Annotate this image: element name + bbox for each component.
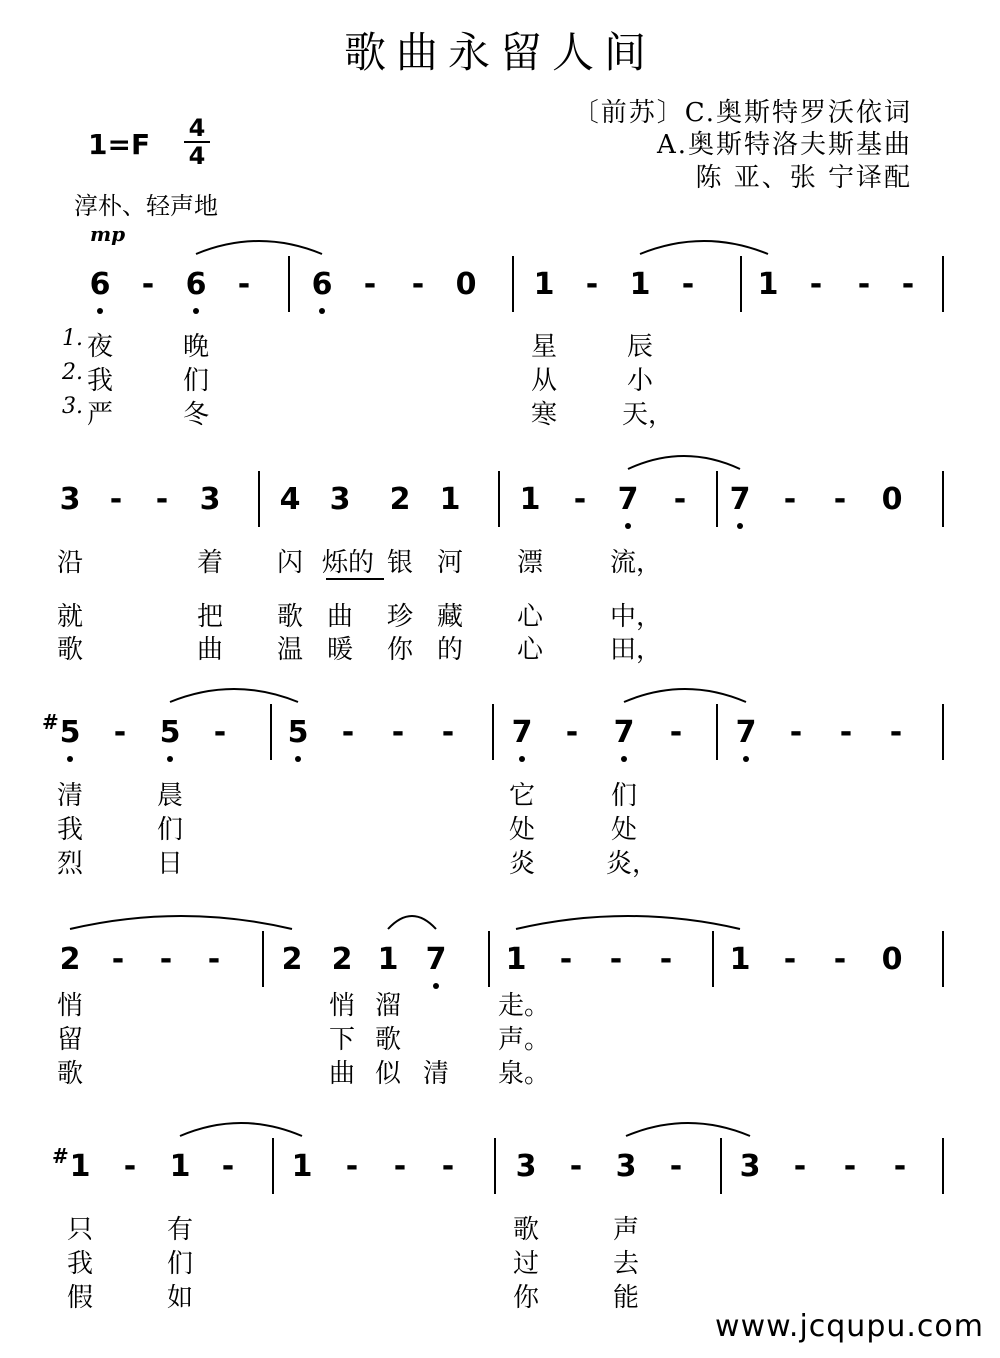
- lyric-syllable: 曲: [326, 602, 353, 632]
- tie-slur: [624, 689, 746, 702]
- lyric-syllable: 田，: [610, 635, 663, 665]
- song-title: 歌曲永留人间: [343, 28, 656, 77]
- lyric-syllable: 寒: [530, 400, 557, 430]
- note: 7: [425, 942, 447, 977]
- note: 0: [881, 942, 903, 977]
- lyric-syllable: 晚: [182, 332, 209, 362]
- note-dash: -: [889, 715, 903, 750]
- lyric-syllable: 沿: [56, 548, 83, 578]
- note-dash: -: [391, 715, 405, 750]
- lyric-syllable: 歌: [512, 1215, 539, 1245]
- time-signature-top: 4: [188, 114, 206, 142]
- note: 6: [185, 267, 207, 302]
- lyric-syllable: 们: [182, 366, 209, 396]
- tie-slur: [626, 1123, 750, 1136]
- note-dash: -: [159, 942, 173, 977]
- lyric-syllable: 把: [196, 602, 223, 632]
- note: 2: [389, 482, 411, 517]
- time-signature: [184, 116, 210, 168]
- note-dash: -: [565, 715, 579, 750]
- lyric-syllable: 流，: [610, 548, 663, 578]
- lyric-syllable: 们: [156, 815, 183, 845]
- note-dash: -: [363, 267, 377, 302]
- note: 5: [287, 715, 309, 750]
- slur-layer: [0, 483, 1000, 553]
- lyric-syllable: 漂: [516, 548, 543, 578]
- note-dash: -: [345, 1149, 359, 1184]
- note-dash: -: [155, 482, 169, 517]
- note-dash: -: [789, 715, 803, 750]
- note: 6: [89, 267, 111, 302]
- note-dash: -: [207, 942, 221, 977]
- note-dash: -: [783, 482, 797, 517]
- note-dash: -: [113, 715, 127, 750]
- tie-slur: [628, 456, 740, 469]
- sharp-accidental: #: [42, 710, 59, 734]
- note-dash: -: [585, 267, 599, 302]
- lyric-syllable: 们: [610, 781, 637, 811]
- lyric-syllable: 清: [56, 781, 83, 811]
- note: 5: [159, 715, 181, 750]
- watermark: www.jcqupu.com: [715, 1309, 984, 1344]
- note-dash: -: [573, 482, 587, 517]
- note-dash: -: [833, 482, 847, 517]
- lyric-syllable: 悄: [56, 991, 83, 1021]
- lyric-syllable: 你: [512, 1283, 539, 1313]
- note: 6: [311, 267, 333, 302]
- note: 7: [617, 482, 639, 517]
- melisma-underline: [326, 578, 384, 580]
- lyric-syllable: 冬: [182, 400, 209, 430]
- tie-slur: [70, 916, 292, 929]
- note-dash: -: [221, 1149, 235, 1184]
- notation-system-1: [0, 268, 1000, 338]
- lyric-syllable: 银: [386, 548, 413, 578]
- lyric-syllable: 我: [66, 1249, 93, 1279]
- lyric-syllable: 我: [86, 366, 113, 396]
- lyric-syllable: 的: [436, 635, 463, 665]
- lyric-syllable: 藏: [436, 602, 463, 632]
- note-dash: -: [237, 267, 251, 302]
- lyric-syllable: 去: [612, 1249, 639, 1279]
- note: 2: [59, 942, 81, 977]
- note-dash: -: [109, 482, 123, 517]
- note-dash: -: [111, 942, 125, 977]
- lyric-syllable: 歌: [56, 635, 83, 665]
- note-dash: -: [669, 1149, 683, 1184]
- lyric-syllable: 有: [166, 1215, 193, 1245]
- note: 7: [613, 715, 635, 750]
- note-dash: -: [673, 482, 687, 517]
- note: 1: [729, 942, 751, 977]
- note: 3: [515, 1149, 537, 1184]
- note: 7: [511, 715, 533, 750]
- notation-system-3: [0, 710, 1000, 786]
- note-dash: -: [783, 942, 797, 977]
- verse-number: 2.: [62, 360, 83, 385]
- note: 4: [279, 482, 301, 517]
- note-dash: -: [393, 1149, 407, 1184]
- lyric-syllable: 只: [66, 1215, 93, 1245]
- lyric-syllable: 闪: [276, 548, 303, 578]
- sharp-accidental: #: [52, 1144, 69, 1168]
- lyric-syllable: 声。: [498, 1025, 551, 1055]
- tie-slur: [516, 916, 740, 929]
- note-dash: -: [669, 715, 683, 750]
- lyric-syllable: 炎，: [606, 849, 659, 879]
- lyric-syllable: 严: [86, 400, 113, 430]
- lyric-syllable: 就: [56, 602, 83, 632]
- note-dash: -: [559, 942, 573, 977]
- slur-layer: [0, 716, 1000, 786]
- key-signature: 1=F: [88, 128, 151, 161]
- note: 2: [331, 942, 353, 977]
- lyric-syllable: 暖: [326, 635, 353, 665]
- note-dash: -: [833, 942, 847, 977]
- lyric-syllable: 曲: [196, 635, 223, 665]
- lyricist-credit: 〔前苏〕C.奥斯特罗沃依词: [572, 98, 912, 128]
- lyric-syllable: 留: [56, 1025, 83, 1055]
- note-dash: -: [659, 942, 673, 977]
- lyric-syllable: 心: [516, 602, 543, 632]
- note-dash: -: [857, 267, 871, 302]
- lyric-syllable: 们: [166, 1249, 193, 1279]
- note-dash: -: [681, 267, 695, 302]
- lyric-syllable: 曲: [328, 1059, 355, 1089]
- lyric-syllable: 天，: [622, 400, 675, 430]
- lyric-syllable: 溜: [374, 991, 401, 1021]
- note-dash: -: [843, 1149, 857, 1184]
- lyric-syllable: 辰: [626, 332, 653, 362]
- note: 1: [69, 1149, 91, 1184]
- lyric-syllable: 晨: [156, 781, 183, 811]
- note: 1: [439, 482, 461, 517]
- note: 3: [329, 482, 351, 517]
- lyric-syllable: 我: [56, 815, 83, 845]
- note: 1: [169, 1149, 191, 1184]
- lyric-syllable: 似: [374, 1059, 401, 1089]
- note-dash: -: [893, 1149, 907, 1184]
- tie-slur: [640, 241, 768, 254]
- lyric-syllable: 歌: [374, 1025, 401, 1055]
- lyric-syllable: 心: [516, 635, 543, 665]
- lyric-syllable: 温: [276, 635, 303, 665]
- notation-system-2: [0, 483, 1000, 553]
- note: 0: [455, 267, 477, 302]
- lyric-syllable: 星: [530, 332, 557, 362]
- tie-slur: [180, 1123, 302, 1136]
- tie-slur: [196, 241, 322, 254]
- note: 3: [59, 482, 81, 517]
- note: 3: [615, 1149, 637, 1184]
- note: 1: [377, 942, 399, 977]
- verse-number: 1.: [62, 326, 83, 351]
- lyric-syllable: 歌: [276, 602, 303, 632]
- dynamic-marking: mp: [90, 222, 126, 246]
- note-dash: -: [569, 1149, 583, 1184]
- lyric-syllable: 悄: [328, 991, 355, 1021]
- lyric-syllable: 能: [612, 1283, 639, 1313]
- lyric-syllable: 歌: [56, 1059, 83, 1089]
- tempo-marking: 淳朴、轻声地: [74, 192, 218, 220]
- note-dash: -: [441, 1149, 455, 1184]
- verse-number: 3.: [62, 394, 83, 419]
- note-dash: -: [411, 267, 425, 302]
- translator-credit: 陈 亚、张 宁译配: [695, 163, 912, 193]
- lyric-syllable: 小: [626, 366, 653, 396]
- slur-layer: [0, 1150, 1000, 1220]
- note: 2: [281, 942, 303, 977]
- note: 5: [59, 715, 81, 750]
- note-dash: -: [341, 715, 355, 750]
- tie-slur: [170, 689, 298, 702]
- lyric-syllable: 从: [530, 366, 557, 396]
- lyric-syllable: 你: [386, 635, 413, 665]
- note-dash: -: [141, 267, 155, 302]
- note: 1: [757, 267, 779, 302]
- note: 1: [291, 1149, 313, 1184]
- note-dash: -: [609, 942, 623, 977]
- time-signature-bottom: 4: [188, 142, 206, 170]
- note-dash: -: [793, 1149, 807, 1184]
- note-dash: -: [441, 715, 455, 750]
- notation-system-5: [0, 1144, 1000, 1220]
- composer-credit: A.奥斯特洛夫斯基曲: [656, 130, 912, 160]
- lyric-syllable: 着: [196, 548, 223, 578]
- lyric-syllable: 中，: [610, 602, 663, 632]
- note: 1: [519, 482, 541, 517]
- lyric-syllable: 泉。: [498, 1059, 551, 1089]
- note-dash: -: [809, 267, 823, 302]
- note-dash: -: [123, 1149, 137, 1184]
- lyric-syllable: 下: [328, 1025, 355, 1055]
- note-dash: -: [901, 267, 915, 302]
- lyric-syllable: 珍: [386, 602, 413, 632]
- lyric-syllable: 声: [612, 1215, 639, 1245]
- note: 7: [729, 482, 751, 517]
- note: 1: [629, 267, 651, 302]
- lyric-syllable: 走。: [498, 991, 551, 1021]
- note: 1: [533, 267, 555, 302]
- note-dash: -: [839, 715, 853, 750]
- lyric-syllable: 夜: [86, 332, 113, 362]
- tie-slur: [388, 916, 436, 929]
- lyric-syllable: 过: [512, 1249, 539, 1279]
- lyric-syllable: 假: [66, 1283, 93, 1313]
- note: 1: [505, 942, 527, 977]
- lyric-syllable: 炎: [508, 849, 535, 879]
- lyric-syllable: 河: [436, 548, 463, 578]
- lyric-syllable: 烁的: [322, 548, 375, 578]
- note: 3: [199, 482, 221, 517]
- note: 7: [735, 715, 757, 750]
- lyric-syllable: 烈: [56, 849, 83, 879]
- note: 3: [739, 1149, 761, 1184]
- lyric-syllable: 它: [508, 781, 535, 811]
- lyric-syllable: 清: [422, 1059, 449, 1089]
- slur-layer: [0, 268, 1000, 338]
- lyric-syllable: 日: [156, 849, 183, 879]
- note: 0: [881, 482, 903, 517]
- lyric-syllable: 处: [508, 815, 535, 845]
- note-dash: -: [213, 715, 227, 750]
- lyric-syllable: 处: [610, 815, 637, 845]
- lyric-syllable: 如: [166, 1283, 193, 1313]
